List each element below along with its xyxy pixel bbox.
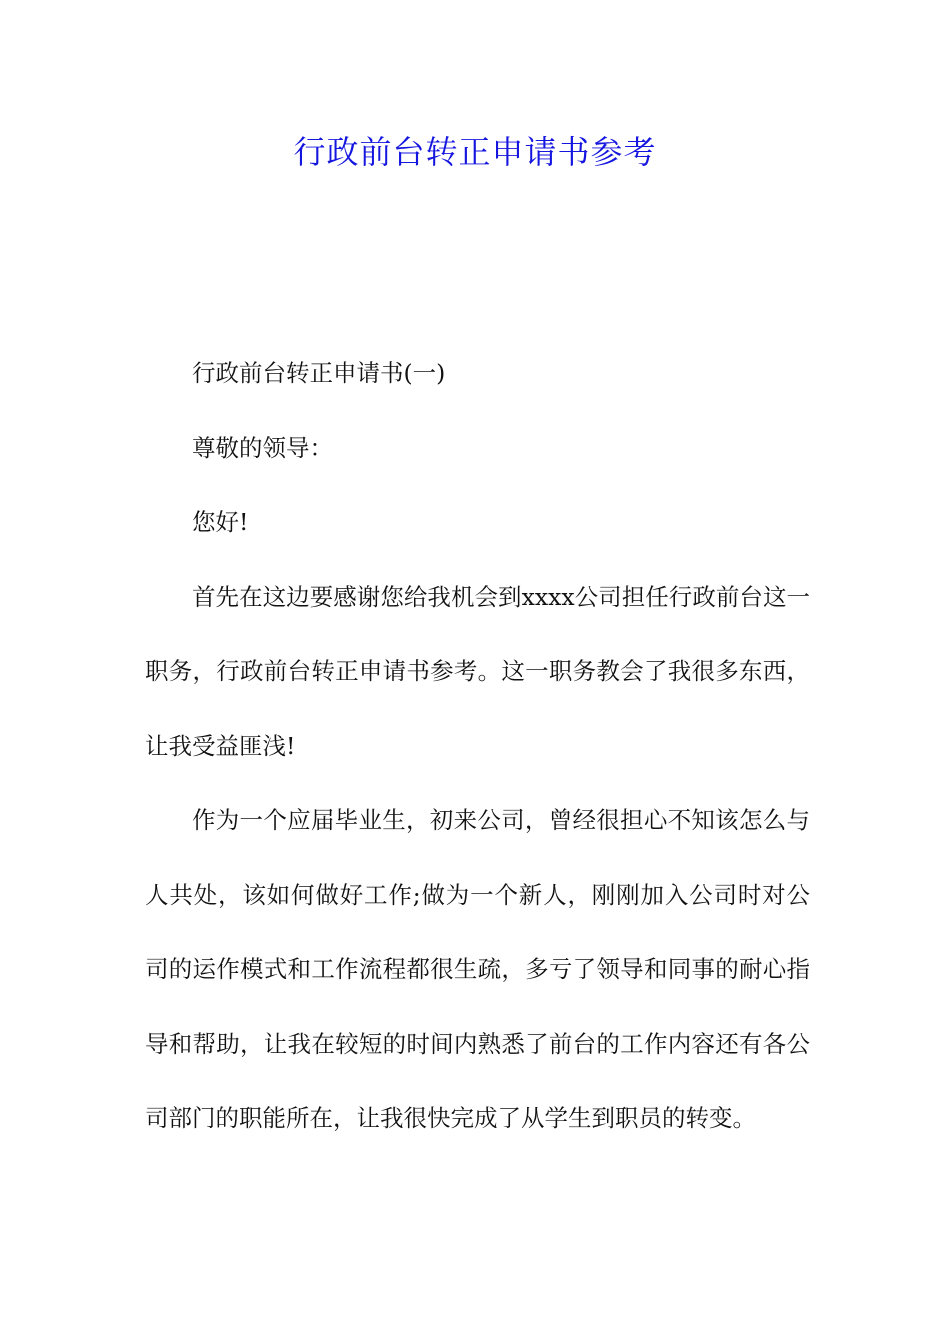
document-title: 行政前台转正申请书参考 <box>293 133 657 171</box>
greeting: 您好! <box>192 508 249 536</box>
body-paragraph: 作为一个应届毕业生，初来公司，曾经很担心不知该怎么与人共处，该如何做好工作;做为一个新人，刚刚加入公司时对公司的运作模式和工作流程都很生疏，多亏了领导和同事的耐心指导和帮助，让我在较短的时间内熟悉了前台的工作内容还有各公司部门的职能所在，让我很快完成了从学生到职员的转变。 <box>145 806 810 1132</box>
section-heading: 行政前台转正申请书(一) <box>192 359 446 387</box>
document-body <box>145 336 810 1156</box>
salutation: 尊敬的领导： <box>192 433 333 462</box>
body-paragraph: 首先在这边要感谢您给我机会到xxxx公司担任行政前台这一职务，行政前台转正申请书参考。这一职务教会了我很多东西，让我受益匪浅! <box>145 582 810 760</box>
